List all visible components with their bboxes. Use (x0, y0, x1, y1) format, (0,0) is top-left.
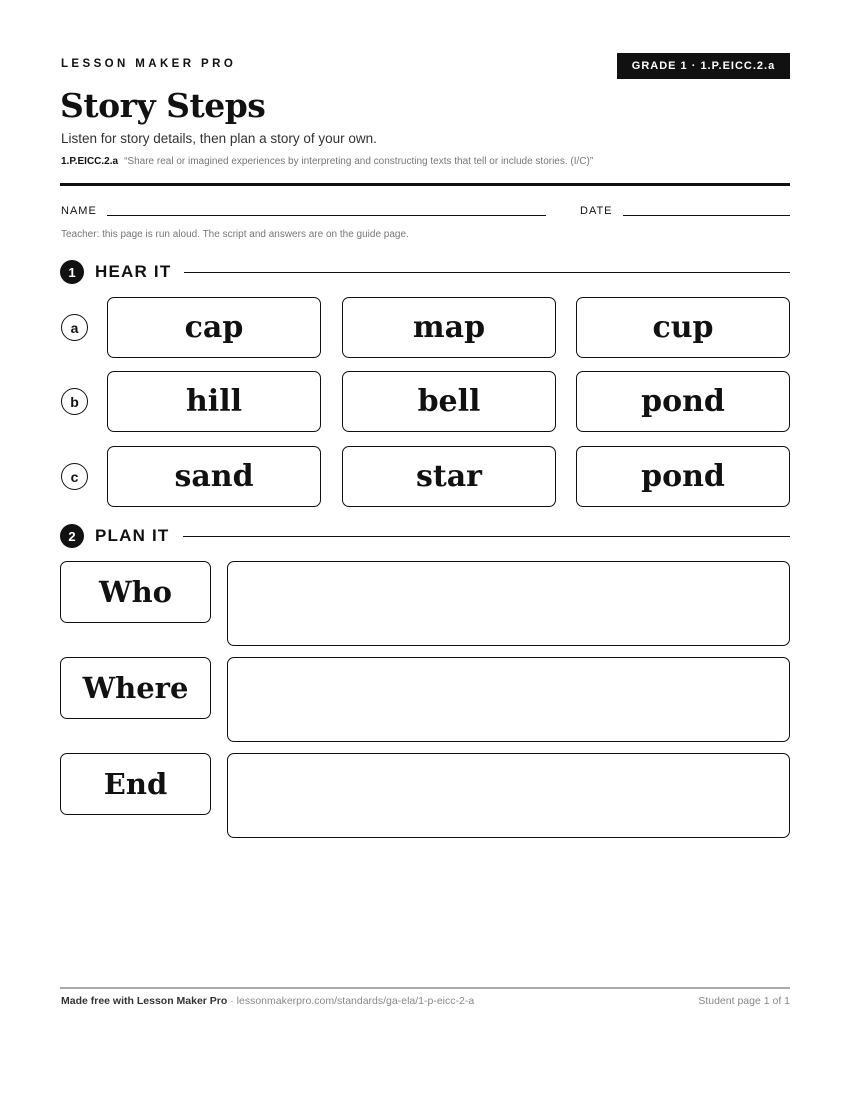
row-letter-c: c (61, 463, 88, 490)
word-card[interactable]: cap (107, 297, 321, 358)
standard-line (61, 156, 593, 167)
word-card[interactable]: pond (576, 446, 790, 507)
section-rule (183, 536, 790, 537)
grade-badge: GRADE 1 · 1.P.EICC.2.a (617, 53, 790, 79)
plan-label-where: Where (60, 657, 211, 719)
row-letter-b: b (61, 388, 88, 415)
section-plan-it (60, 524, 790, 548)
section-number-badge: 2 (60, 524, 84, 548)
section-title: HEAR IT (95, 262, 172, 281)
word-card[interactable]: cup (576, 297, 790, 358)
page-title: Story Steps (60, 86, 266, 125)
footer-made-with: Made free with Lesson Maker Pro (61, 995, 228, 1007)
footer-page-number: Student page 1 of 1 (698, 995, 790, 1007)
word-card[interactable]: bell (342, 371, 556, 432)
section-number-badge: 1 (60, 260, 84, 284)
word-card[interactable]: sand (107, 446, 321, 507)
teacher-note: Teacher: this page is run aloud. The script and answers are on the guide page. (61, 229, 409, 240)
page-subtitle: Listen for story details, then plan a story of your own. (61, 131, 377, 146)
plan-answer-box-end[interactable] (227, 753, 790, 838)
section-hear-it (60, 260, 790, 284)
header-divider (60, 183, 790, 186)
word-card[interactable]: hill (107, 371, 321, 432)
word-card[interactable]: pond (576, 371, 790, 432)
section-title: PLAN IT (95, 526, 170, 545)
plan-label-end: End (60, 753, 211, 815)
row-letter-a: a (61, 314, 88, 341)
standard-text: “Share real or imagined experiences by interpreting and constructing texts that tell or include stories. (I/C)” (124, 156, 594, 167)
brand-name: LESSON MAKER PRO (61, 58, 237, 70)
name-field[interactable] (107, 215, 546, 216)
section-rule (184, 272, 790, 273)
word-card[interactable]: map (342, 297, 556, 358)
plan-answer-box-who[interactable] (227, 561, 790, 646)
footer-divider (60, 987, 790, 989)
plan-label-who: Who (60, 561, 211, 623)
date-label: DATE (580, 205, 613, 217)
word-card[interactable]: star (342, 446, 556, 507)
plan-answer-box-where[interactable] (227, 657, 790, 742)
standard-code: 1.P.EICC.2.a (61, 156, 119, 167)
name-label: NAME (61, 205, 97, 217)
footer-credit (61, 995, 474, 1007)
date-field[interactable] (623, 215, 790, 216)
footer-url[interactable]: lessonmakerpro.com/standards/ga-ela/1-p-eicc-2-a (236, 995, 475, 1007)
footer-separator: · (227, 995, 237, 1007)
